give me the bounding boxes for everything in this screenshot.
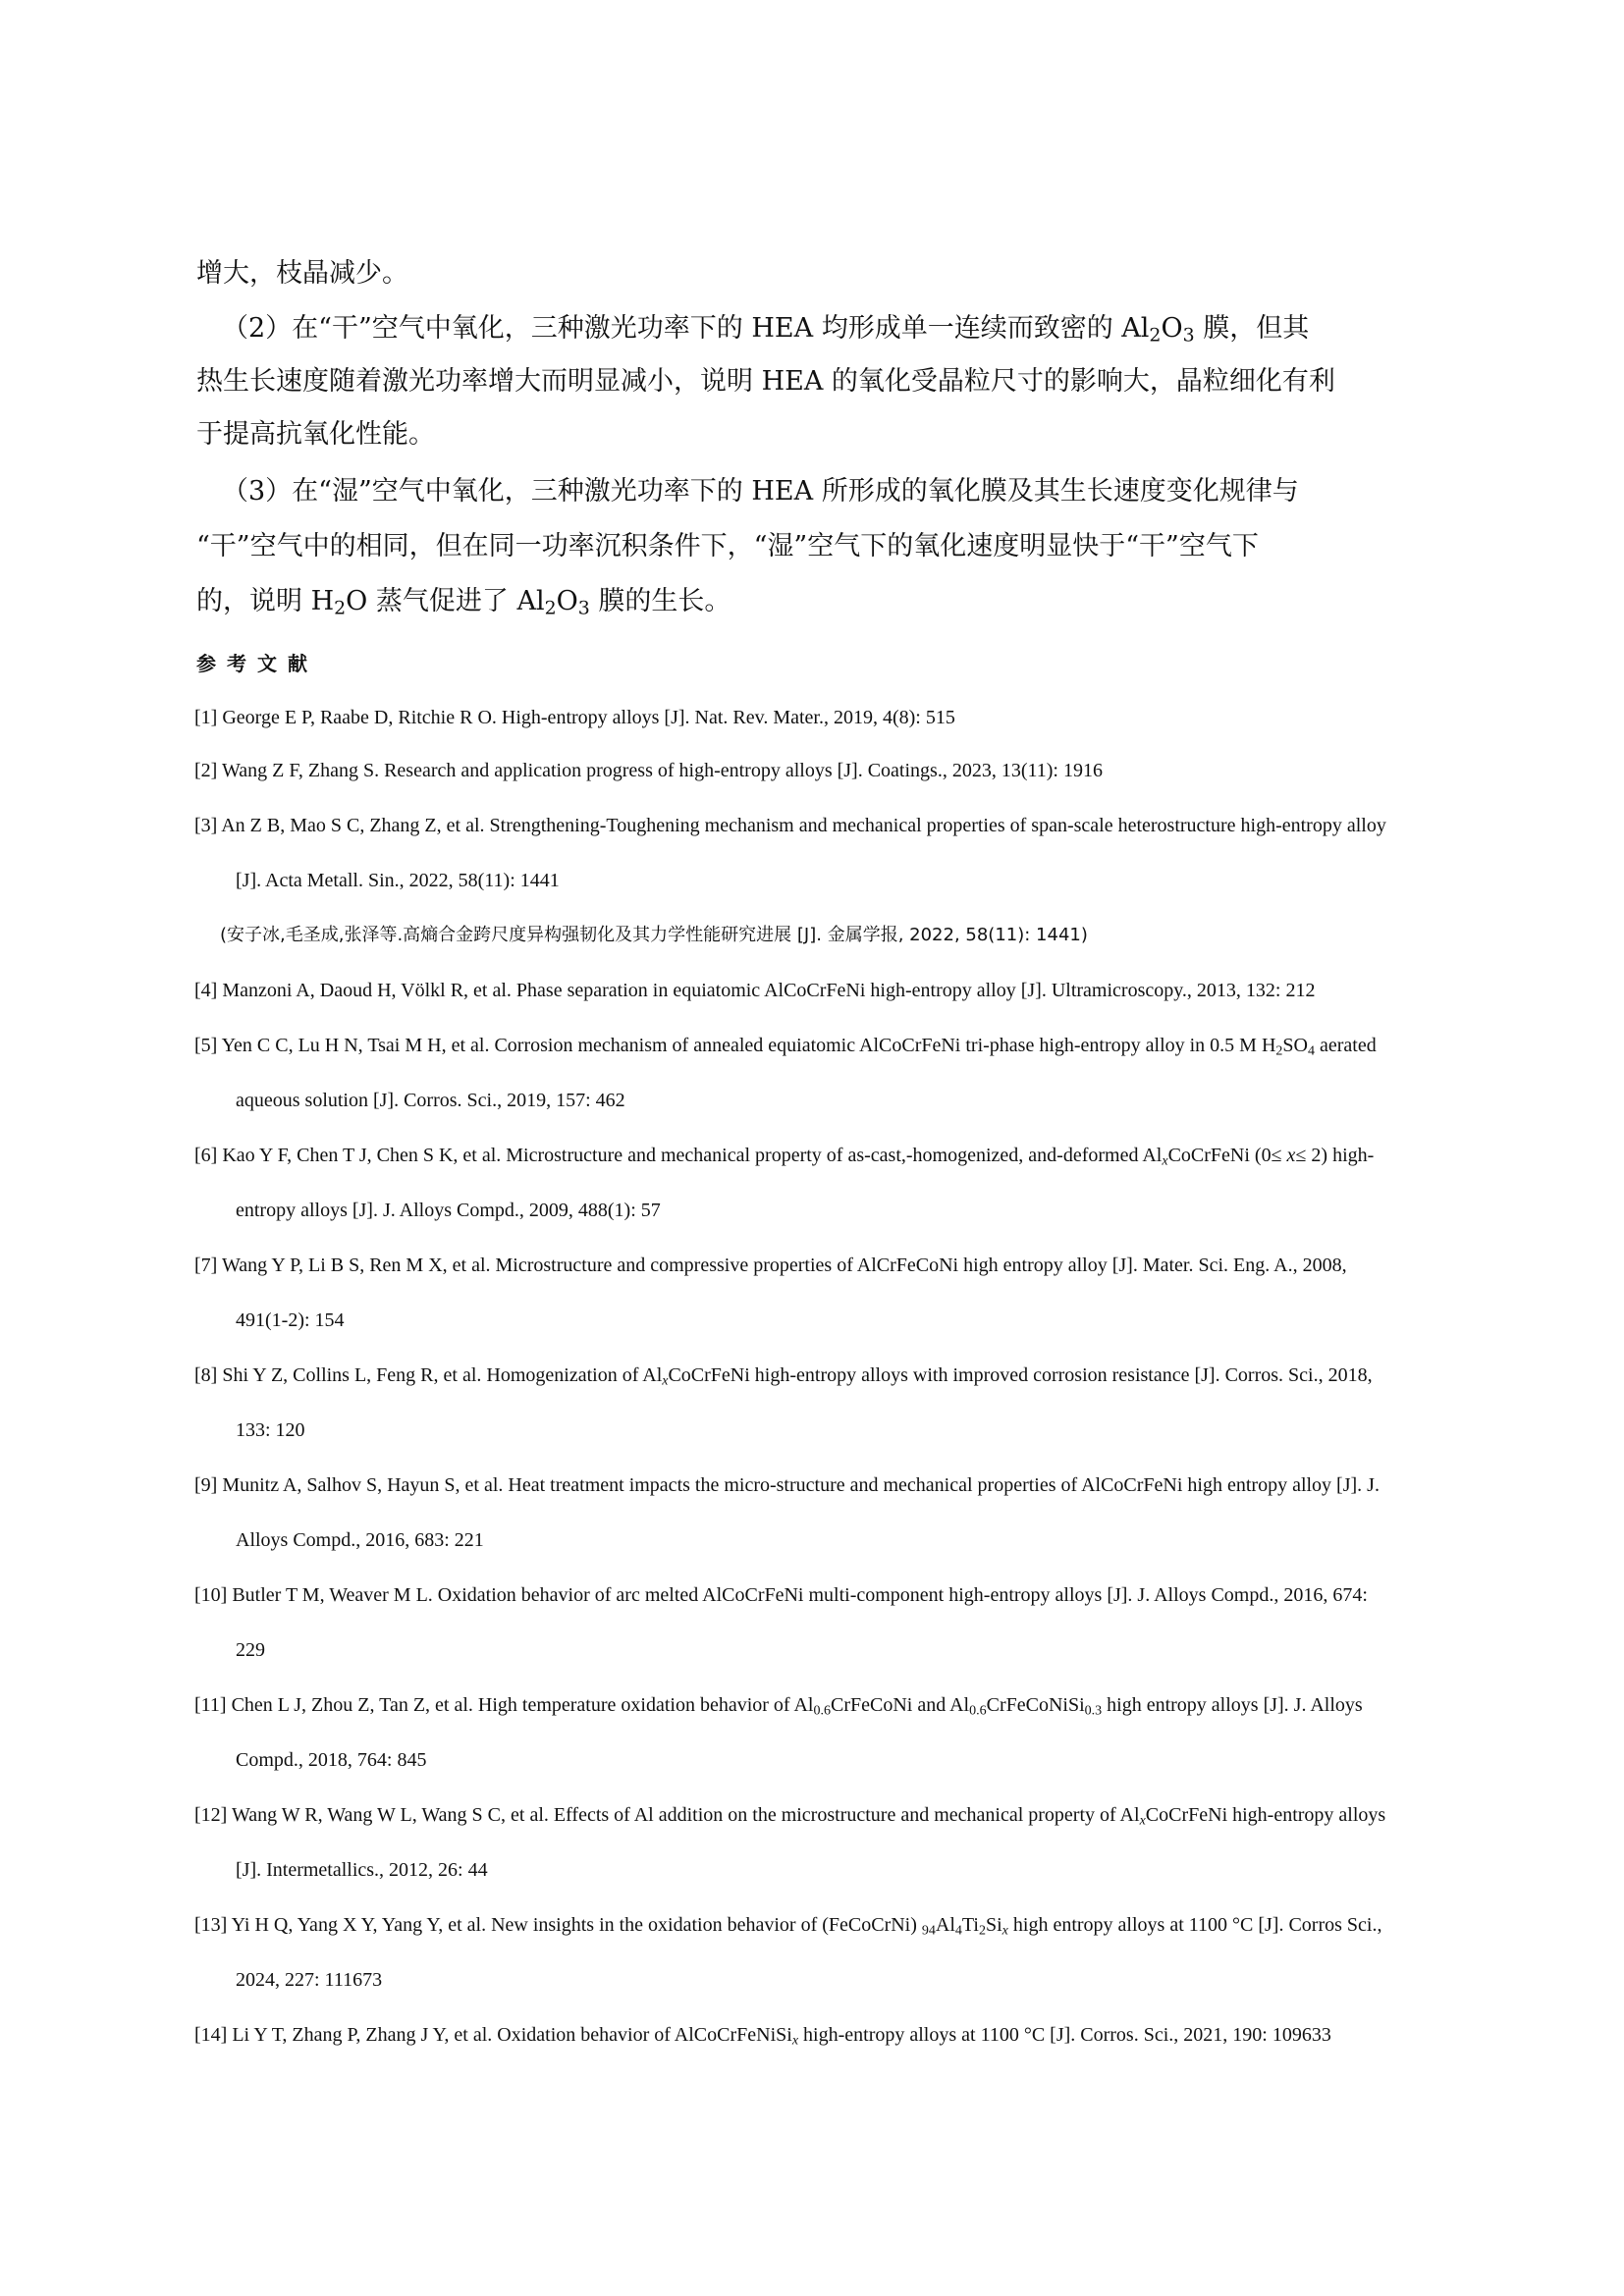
text: Al: [935, 1914, 955, 1936]
subscript: 0.6: [969, 1703, 987, 1719]
text: [13] Yi H Q, Yang X Y, Yang Y, et al. New insights in the oxidation behavior of (FeCoCrNi): [194, 1914, 922, 1936]
text: 热生长速度随着激光功率增大而明显减小，说明 HEA 的氧化受晶粒尺寸的影响大，晶粒细化有利: [196, 366, 1335, 397]
text: CoCrFeNi (0≤: [1167, 1145, 1287, 1166]
reference-item: [2] Wang Z F, Zhang S. Research and application progress of high-entropy alloys [J]. Coatings., 2023, 13(11): 1916: [194, 760, 1103, 781]
subscript: 2: [544, 597, 557, 619]
paragraph-line: [196, 585, 1434, 618]
reference-item: [7] Wang Y P, Li B S, Ren M X, et al. Microstructure and compressive properties of AlCrFeCoNi high entropy alloy [J]. Mater. Sci. Eng. A., 2008,: [194, 1255, 1347, 1276]
subscript: 2: [1149, 324, 1162, 347]
text: Si: [985, 1914, 1002, 1936]
reference-item: [3] An Z B, Mao S C, Zhang Z, et al. Strengthening-Toughening mechanism and mechanical properties of span-scale heterostructure high-entropy alloy: [194, 815, 1386, 836]
reference-continuation: 491(1-2): 154: [236, 1309, 345, 1331]
paragraph-line: [196, 530, 1434, 563]
reference-item: [194, 1802, 1490, 1828]
subscript: x: [1001, 1923, 1008, 1939]
text: aerated: [1314, 1035, 1377, 1056]
paragraph-line: [196, 365, 1434, 399]
reference-continuation: 133: 120: [236, 1419, 305, 1441]
text: [5] Yen C C, Lu H N, Tsai M H, et al. Corrosion mechanism of annealed equiatomic AlCoCrFeNi tri-phase high-entropy alloy in 0.5 M H: [194, 1035, 1276, 1056]
text: （3）在“湿”空气中氧化，三种激光功率下的 HEA 所形成的氧化膜及其生长速度变化规律与: [222, 476, 1299, 507]
text: [14] Li Y T, Zhang P, Zhang J Y, et al. Oxidation behavior of AlCoCrFeNiSi: [194, 2024, 792, 2046]
reference-item: [194, 1912, 1490, 1938]
subscript: x: [1139, 1813, 1146, 1829]
text: CoCrFeNi high-entropy alloys: [1145, 1804, 1386, 1826]
text: [8] Shi Y Z, Collins L, Feng R, et al. Homogenization of Al: [194, 1364, 663, 1386]
subscript: 3: [577, 597, 590, 619]
reference-item: [194, 1692, 1490, 1718]
subscript: 2: [334, 597, 347, 619]
subscript: 4: [1307, 1043, 1315, 1059]
text: O 蒸气促进了 Al: [346, 586, 545, 616]
reference-continuation: [J]. Acta Metall. Sin., 2022, 58(11): 1441: [236, 870, 560, 891]
text: ≤ 2) high-: [1295, 1145, 1375, 1166]
paragraph-line: [196, 257, 1434, 291]
subscript: x: [1162, 1153, 1168, 1169]
text: 增大，枝晶减少。: [196, 258, 408, 289]
subscript: 3: [1182, 324, 1195, 347]
text: 膜，但其: [1194, 313, 1310, 344]
text: O: [1161, 313, 1183, 344]
text: high entropy alloys [J]. J. Alloys: [1102, 1694, 1363, 1716]
reference-item: [194, 1143, 1490, 1168]
text: SO: [1282, 1035, 1308, 1056]
subscript: 4: [954, 1923, 962, 1939]
reference-continuation: 229: [236, 1639, 265, 1661]
subscript: x: [662, 1373, 669, 1389]
text: high-entropy alloys at 1100 °C [J]. Corros. Sci., 2021, 190: 109633: [798, 2024, 1331, 2046]
subscript: 94: [921, 1923, 936, 1939]
text: 膜的生长。: [589, 586, 731, 616]
subscript: 0.6: [813, 1703, 831, 1719]
subscript: x: [791, 2033, 799, 2049]
reference-continuation: entropy alloys [J]. J. Alloys Compd., 2009, 488(1): 57: [236, 1200, 661, 1221]
reference-continuation: [J]. Intermetallics., 2012, 26: 44: [236, 1859, 488, 1881]
text: high entropy alloys at 1100 °C [J]. Corros Sci.,: [1007, 1914, 1382, 1936]
italic-variable: x: [1286, 1145, 1296, 1166]
text: 于提高抗氧化性能。: [196, 419, 435, 450]
subscript: 2: [1275, 1043, 1283, 1059]
text: [11] Chen L J, Zhou Z, Tan Z, et al. High temperature oxidation behavior of Al: [194, 1694, 814, 1716]
reference-item: [1] George E P, Raabe D, Ritchie R O. High-entropy alloys [J]. Nat. Rev. Mater., 2019, 4(8): 515: [194, 707, 955, 728]
subscript: 0.3: [1084, 1703, 1103, 1719]
reference-continuation: Alloys Compd., 2016, 683: 221: [236, 1529, 484, 1551]
reference-translation: (安子冰,毛圣成,张泽等.高熵合金跨尺度异构强韧化及其力学性能研究进展 [J]. 金属学报, 2022, 58(11): 1441): [220, 925, 1088, 945]
references-heading: 参考文献: [196, 652, 318, 675]
reference-continuation: Compd., 2018, 764: 845: [236, 1749, 427, 1771]
text: [6] Kao Y F, Chen T J, Chen S K, et al. Microstructure and mechanical property of as-cast,-homogenized, and-deformed Al: [194, 1145, 1163, 1166]
reference-item: [9] Munitz A, Salhov S, Hayun S, et al. Heat treatment impacts the micro-structure and mechanical properties of AlCoCrFeNi high entropy alloy [J]. J.: [194, 1474, 1380, 1496]
text: 的，说明 H: [196, 586, 335, 616]
reference-continuation: 2024, 227: 111673: [236, 1969, 383, 1991]
reference-item: [194, 1033, 1490, 1058]
text: CoCrFeNi high-entropy alloys with improved corrosion resistance [J]. Corros. Sci., 2018,: [668, 1364, 1373, 1386]
text: “干”空气中的相同，但在同一功率沉积条件下，“湿”空气下的氧化速度明显快于“干”空气下: [196, 531, 1259, 561]
reference-item: [194, 2022, 1490, 2048]
text: CrFeCoNiSi: [986, 1694, 1085, 1716]
paragraph-line: [222, 312, 1459, 346]
reference-item: [4] Manzoni A, Daoud H, Völkl R, et al. Phase separation in equiatomic AlCoCrFeNi high-entropy alloy [J]. Ultramicroscopy., 2013, 132: 212: [194, 980, 1316, 1001]
subscript: 2: [978, 1923, 986, 1939]
reference-continuation: aqueous solution [J]. Corros. Sci., 2019, 157: 462: [236, 1090, 625, 1111]
paragraph-line: [196, 418, 1434, 452]
paragraph-line: [222, 475, 1459, 508]
text: （2）在“干”空气中氧化，三种激光功率下的 HEA 均形成单一连续而致密的 Al: [222, 313, 1150, 344]
text: O: [556, 586, 578, 616]
reference-item: [10] Butler T M, Weaver M L. Oxidation behavior of arc melted AlCoCrFeNi multi-component high-entropy alloys [J]. J. Alloys Compd., 2016, 674:: [194, 1584, 1368, 1606]
text: [12] Wang W R, Wang W L, Wang S C, et al. Effects of Al addition on the microstructure and mechanical property of Al: [194, 1804, 1140, 1826]
text: Ti: [961, 1914, 979, 1936]
text: CrFeCoNi and Al: [830, 1694, 970, 1716]
reference-item: [194, 1362, 1490, 1388]
